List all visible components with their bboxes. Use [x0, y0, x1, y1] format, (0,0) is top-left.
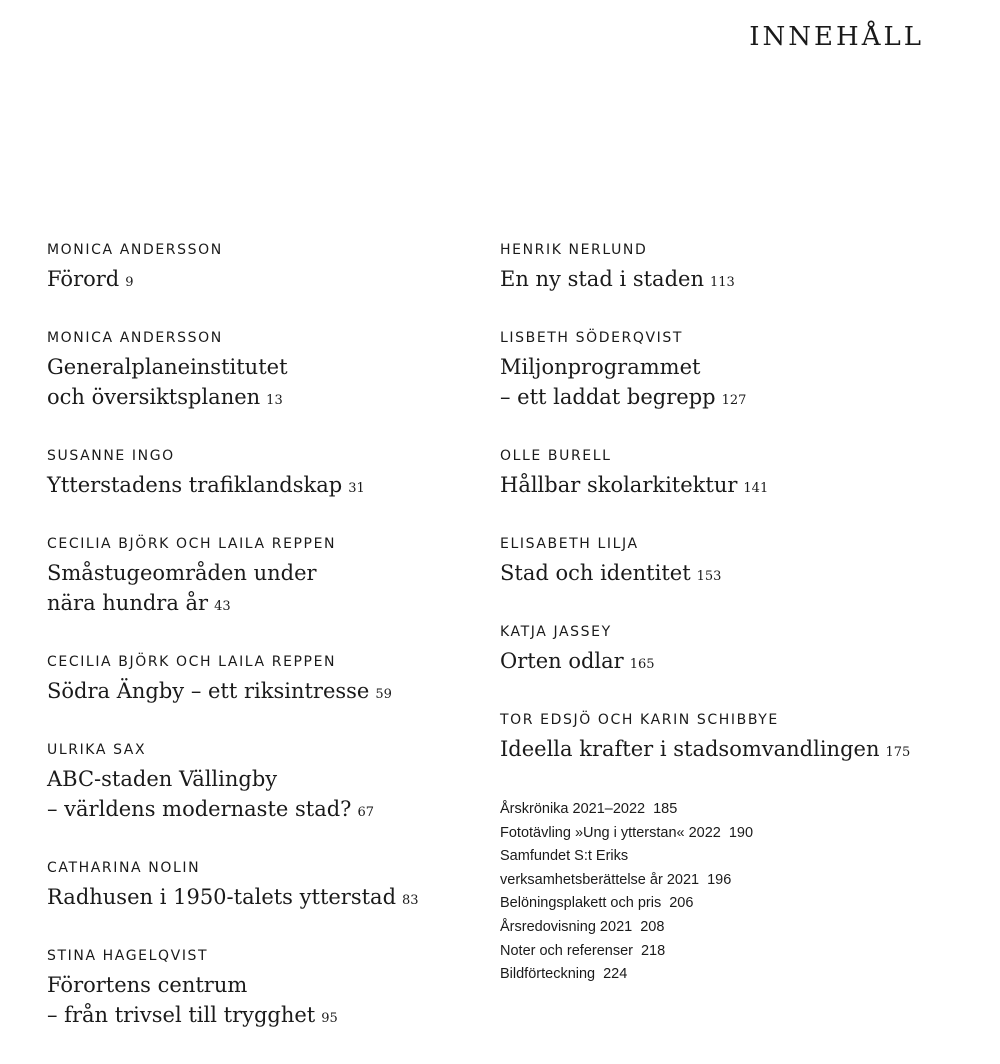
entry-title-line	[47, 794, 467, 828]
misc-item-text: verksamhetsberättelse år 2021	[500, 871, 700, 888]
entry-title-line	[47, 676, 467, 710]
entry-page-number: 95	[321, 1011, 338, 1026]
entry-title-text: ABC-staden Vällingby	[47, 767, 278, 791]
entry-author: ELISABETH LILJA	[500, 536, 639, 552]
misc-item	[500, 822, 960, 846]
entry-title-text: Miljonprogrammet	[500, 355, 701, 379]
entry-title	[47, 676, 467, 710]
entry-author: SUSANNE INGO	[47, 448, 175, 464]
entry-title-text: En ny stad i staden	[500, 267, 704, 291]
entry-page-number: 141	[743, 481, 769, 496]
entry-page-number: 31	[348, 481, 365, 496]
entry-title	[47, 264, 467, 298]
toc-entry	[47, 652, 467, 710]
entry-author: CATHARINA NOLIN	[47, 860, 201, 876]
entry-title	[47, 764, 467, 828]
entry-title	[500, 352, 960, 416]
entry-author: MONICA ANDERSSON	[47, 242, 223, 258]
entry-title	[500, 734, 960, 768]
entry-page-number: 59	[375, 687, 392, 702]
toc-entry	[500, 446, 960, 504]
entry-author: MONICA ANDERSSON	[47, 330, 223, 346]
entry-author: ULRIKA SAX	[47, 742, 147, 758]
entry-title	[500, 646, 960, 680]
misc-item-text: Årsredovisning 2021	[500, 918, 633, 935]
misc-item-text: Noter och referenser	[500, 942, 633, 959]
entry-author: LISBETH SÖDERQVIST	[500, 330, 684, 346]
toc-right-column	[500, 240, 960, 987]
misc-item-page-number: 206	[669, 895, 694, 912]
misc-item-text: Årskrönika 2021–2022	[500, 801, 646, 817]
toc-entry	[500, 534, 960, 592]
entry-title-line	[47, 764, 467, 794]
entry-title-line	[47, 264, 467, 298]
entry-title-line	[47, 882, 467, 916]
entry-title	[500, 264, 960, 298]
entry-title-text: Södra Ängby – ett riksintresse	[47, 679, 370, 703]
misc-item	[500, 940, 960, 964]
entry-title-line	[500, 558, 960, 592]
entry-title	[47, 882, 467, 916]
entry-title-line	[500, 352, 960, 382]
toc-left-column	[47, 240, 467, 1064]
entry-page-number: 13	[266, 393, 283, 408]
misc-item-text: Bildförteckning	[500, 966, 596, 983]
entry-author: CECILIA BJÖRK OCH LAILA REPPEN	[47, 536, 337, 552]
entry-title-line	[47, 970, 467, 1000]
entry-title-text: Hållbar skolarkitektur	[500, 473, 738, 497]
misc-item	[500, 869, 960, 893]
entry-title-text: Ytterstadens trafiklandskap	[47, 473, 343, 497]
entry-author: HENRIK NERLUND	[500, 242, 648, 258]
entry-title-text: och översiktsplanen	[47, 385, 261, 409]
misc-item	[500, 798, 960, 822]
misc-item-page-number: 185	[653, 801, 678, 817]
misc-item	[500, 845, 960, 869]
entry-page-number: 165	[629, 657, 655, 672]
toc-entry	[500, 328, 960, 416]
toc-entry	[47, 858, 467, 916]
entry-page-number: 83	[402, 893, 419, 908]
misc-item	[500, 916, 960, 940]
entry-title	[47, 558, 467, 622]
entry-page-number: 43	[214, 599, 231, 614]
toc-entry	[500, 710, 960, 768]
misc-item-page-number: 224	[603, 966, 628, 983]
toc-entry	[47, 740, 467, 828]
entry-title-text: – ett laddat begrepp	[500, 385, 716, 409]
entry-page-number: 9	[125, 275, 134, 290]
entry-title-line	[47, 352, 467, 382]
entry-author: STINA HAGELQVIST	[47, 948, 209, 964]
entry-author: CECILIA BJÖRK OCH LAILA REPPEN	[47, 654, 337, 670]
entry-page-number: 127	[721, 393, 747, 408]
entry-title-text: Småstugeområden under	[47, 561, 317, 585]
entry-title-line	[47, 470, 467, 504]
entry-title-line	[47, 1000, 467, 1034]
toc-entry	[500, 240, 960, 298]
entry-page-number: 153	[696, 569, 722, 584]
entry-title-line	[500, 382, 960, 416]
toc-entry	[47, 328, 467, 416]
toc-entry	[47, 446, 467, 504]
toc-entry	[47, 534, 467, 622]
entry-title-text: – världens modernaste stad?	[47, 797, 352, 821]
toc-entry	[500, 622, 960, 680]
entry-page-number: 113	[709, 275, 735, 290]
page-title: INNEHÅLL	[749, 22, 924, 52]
misc-item-page-number: 218	[640, 942, 666, 959]
entry-title-line	[500, 264, 960, 298]
misc-item-text: Belöningsplakett och pris	[500, 895, 662, 912]
entry-title-line	[47, 588, 467, 622]
misc-item-text: Fototävling »Ung i ytterstan« 2022	[500, 824, 721, 841]
entry-title	[500, 558, 960, 592]
entry-title	[47, 970, 467, 1034]
entry-title-text: Generalplaneinstitutet	[47, 355, 288, 379]
entry-title-text: Stad och identitet	[500, 561, 691, 585]
misc-item-text: Samfundet S:t Eriks	[500, 848, 629, 865]
misc-item	[500, 892, 960, 916]
toc-entry	[47, 240, 467, 298]
misc-item-page-number: 190	[728, 824, 754, 841]
entry-title-text: Orten odlar	[500, 649, 624, 673]
entry-title-text: Förord	[47, 267, 120, 291]
entry-title-line	[500, 646, 960, 680]
entry-title-line	[47, 382, 467, 416]
entry-title	[47, 470, 467, 504]
entry-title	[47, 352, 467, 416]
misc-item-page-number: 208	[640, 918, 665, 935]
entry-title-text: Ideella krafter i stadsomvandlingen	[500, 737, 880, 761]
entry-title-text: Radhusen i 1950-talets ytterstad	[47, 885, 397, 909]
entry-author: OLLE BURELL	[500, 448, 612, 464]
entry-page-number: 175	[885, 745, 911, 760]
entry-title-text: nära hundra år	[47, 591, 209, 615]
entry-author: TOR EDSJÖ OCH KARIN SCHIBBYE	[500, 712, 779, 728]
entry-author: KATJA JASSEY	[500, 624, 612, 640]
entry-title-text: – från trivsel till trygghet	[47, 1003, 316, 1027]
entry-title-line	[500, 734, 960, 768]
misc-list	[500, 798, 960, 987]
entry-title-line	[47, 558, 467, 588]
entry-page-number: 67	[357, 805, 374, 820]
entry-title-line	[500, 470, 960, 504]
misc-item	[500, 963, 960, 987]
entry-title-text: Förortens centrum	[47, 973, 248, 997]
misc-item-page-number: 196	[707, 871, 732, 888]
entry-title	[500, 470, 960, 504]
toc-entry	[47, 946, 467, 1034]
